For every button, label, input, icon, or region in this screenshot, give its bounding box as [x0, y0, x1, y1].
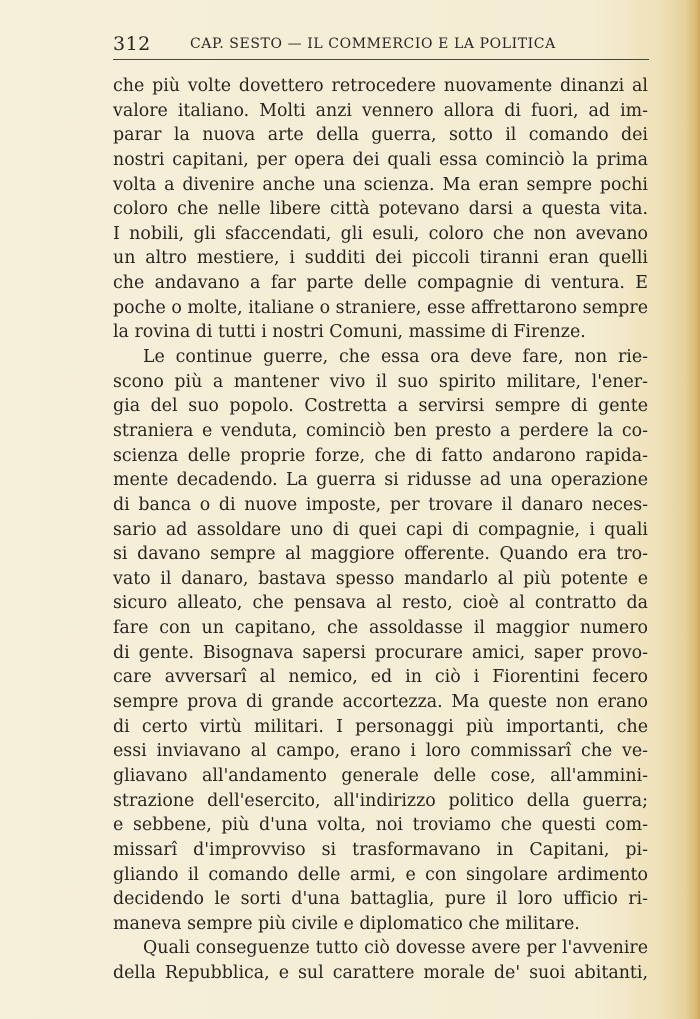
text-line: gliando il comando delle armi, e con singolare ardimento: [113, 864, 648, 885]
text-line: decidendo le sorti d'una battaglia, pure il loro ufficio ri-: [113, 889, 648, 910]
text-line: di gente. Bisognava sapersi procurare amici, saper provo-: [113, 642, 648, 663]
text-line: gliavano all'andamento generale delle cose, all'ammini-: [113, 765, 648, 786]
text-line: sario ad assoldare uno di quei capi di compagnie, i quali: [113, 519, 648, 540]
text-line: essi inviavano al campo, erano i loro commissarî che ve-: [113, 741, 648, 762]
paragraph-end-line: la rovina di tutti i nostri Comuni, massime di Firenze.: [113, 322, 586, 343]
text-line: di banca o di nuove imposte, per trovare il danaro neces-: [113, 494, 648, 515]
text-line: straniera e venduta, cominciò ben presto a perdere la co-: [113, 420, 648, 441]
text-line: che andavano a far parte delle compagnie di ventura. E: [113, 273, 648, 294]
header-rule: [113, 59, 649, 60]
text-line: volta a divenire anche una scienza. Ma eran sempre pochi: [113, 174, 648, 195]
text-line: fare con un capitano, che assoldasse il maggior numero: [113, 618, 648, 639]
text-line: poche o molte, italiane o straniere, esse affrettarono sempre: [113, 297, 649, 318]
running-title: CAP. SESTO — IL COMMERCIO E LA POLITICA: [190, 36, 556, 52]
text-line: mente decadendo. La guerra si ridusse ad una operazione: [113, 470, 648, 491]
text-line: nostri capitani, per opera dei quali essa cominciò la prima: [113, 149, 648, 170]
page-number: 312: [113, 33, 151, 55]
text-line: strazione dell'esercito, all'indirizzo politico della guerra;: [113, 790, 648, 811]
text-line: scono più a mantener vivo il suo spirito militare, l'ener-: [113, 371, 648, 392]
paragraph-first-line: Le continue guerre, che essa ora deve fare, non rie-: [143, 347, 648, 368]
text-line: sicuro alleato, che pensava al resto, cioè al contratto da: [113, 593, 648, 614]
text-line: si davano sempre al maggiore offerente. Quando era tro-: [113, 544, 648, 565]
text-line: vato il danaro, bastava spesso mandarlo al più potente e: [113, 568, 648, 589]
text-line: valore italiano. Molti anzi vennero allora di fuori, ad im-: [113, 100, 648, 121]
page-edge: [686, 0, 700, 1019]
text-line: sempre prova di grande accortezza. Ma queste non erano: [113, 692, 648, 713]
page-header: [113, 33, 649, 59]
text-line: I nobili, gli sfaccendati, gli esuli, coloro che non avevano: [113, 223, 648, 244]
text-line: della Repubblica, e sul carattere morale de' suoi abitanti,: [113, 963, 648, 984]
text-line: missarî d'improvviso si trasformavano in Capitani, pi-: [113, 839, 648, 860]
text-line: scienza delle proprie forze, che di fatto andarono rapida-: [113, 445, 648, 466]
text-line: gia del suo popolo. Costretta a servirsi sempre di gente: [113, 396, 648, 417]
paragraph-end-line: maneva sempre più civile e diplomatico che militare.: [113, 913, 580, 934]
text-line: di certo virtù militari. I personaggi più importanti, che: [113, 716, 648, 737]
text-line: coloro che nelle libere città potevano darsi a questa vita.: [113, 199, 648, 220]
text-line: che più volte dovettero retrocedere nuovamente dinanzi al: [113, 76, 648, 96]
paragraph-first-line: Quali conseguenze tutto ciò dovesse avere per l'avvenire: [143, 938, 648, 959]
text-line: un altro mestiere, i sudditi dei piccoli tiranni eran quelli: [113, 248, 648, 269]
text-line: e sebbene, più d'una volta, noi troviamo che questi com-: [113, 815, 648, 836]
text-line: care avversarî al nemico, ed in ciò i Fiorentini fecero: [113, 667, 648, 688]
text-line: parar la nuova arte della guerra, sotto il comando dei: [113, 125, 648, 146]
body-text: [113, 74, 648, 986]
